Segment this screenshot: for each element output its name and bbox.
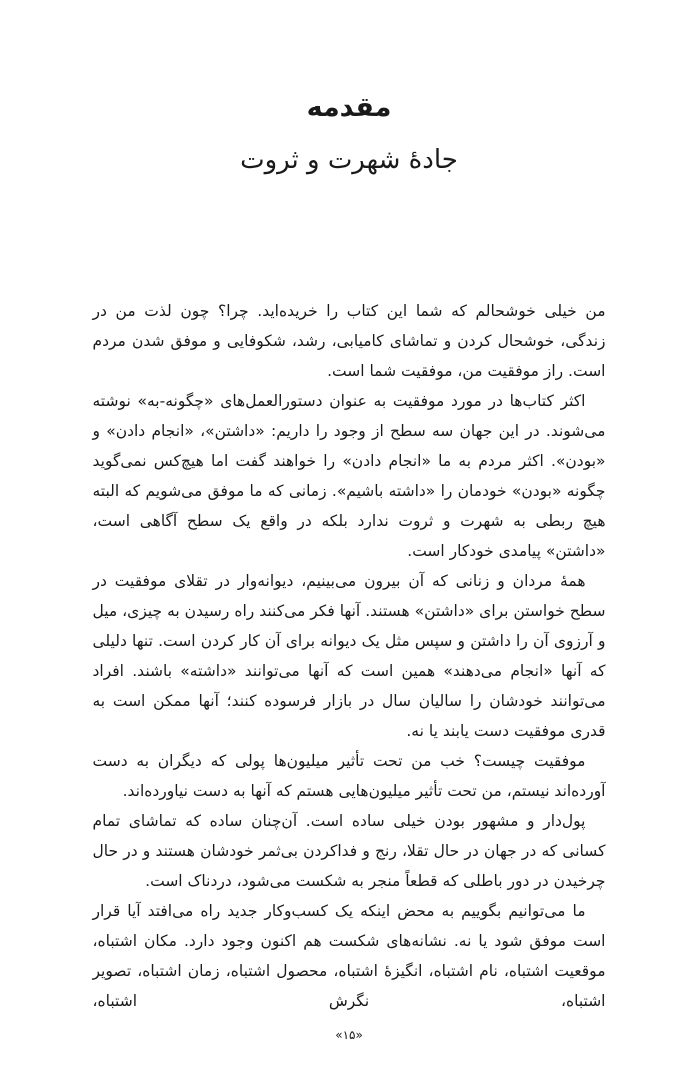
paragraph-3: همهٔ مردان و زنانی که آن بیرون می‌بینیم، دیوانه‌وار در تقلای موفقیت در سطح خواستن برای «داشتن» هستند. آنها فکر می‌کنند راه رسیدن به چیزی، میل و آرزوی آن را داشتن و سپس مثل یک دیوانه برای آن کار کردن است. تنها دلیلی که آنها «انجام می‌دهند» همین است که آنها می‌توانند «داشته» باشند. افراد می‌توانند خودشان را سالیان سال در بازار فرسوده کنند؛ آنها ممکن است به قدری موفقیت دست یابند یا نه.	[92, 572, 606, 740]
page-number: «۱۵»	[335, 1028, 363, 1042]
body-text	[93, 296, 606, 1016]
paragraph-1: من خیلی خوشحالم که شما این کتاب را خریده‌اید. چرا؟ چون لذت من در زندگی، خوشحال کردن و تماشای کامیابی، رشد، شکوفایی و موفق شدن مردم است. راز موفقیت من، موفقیت شما است.	[92, 302, 606, 380]
paragraph-4: موفقیت چیست؟ خب من تحت تأثیر میلیون‌ها پولی که دیگران به دست آورده‌اند نیستم، من تحت تأثیر میلیون‌هایی هستم که آنها به دست نیاورده‌اند.	[92, 752, 606, 800]
chapter-label: مقدمه	[306, 92, 392, 123]
chapter-title: جادهٔ شهرت و ثروت	[240, 145, 458, 175]
paragraph-2: اکثر کتاب‌ها در مورد موفقیت به عنوان دستورالعمل‌های «چگونه-به» نوشته می‌شوند. در این جهان سه سطح از وجود را داریم: «داشتن»، «انجام دادن» و «بودن». اکثر مردم به ما «انجام دادن» را خواهند گفت اما هیچ‌کس نمی‌گوید چگونه «بودن» خودمان را «داشته باشیم». زمانی که ما موفق می‌شویم که البته هیچ ربطی به شهرت و ثروت ندارد بلکه در واقع یک سطح آگاهی است، «داشتن» پیامدی خودکار است.	[92, 392, 606, 560]
paragraph-5: پول‌دار و مشهور بودن خیلی ساده است. آن‌چنان ساده که تماشای تمام کسانی که در جهان در حال تقلا، رنج و فداکردن بی‌ثمر خودشان هستند و در حال چرخیدن در دور باطلی که قطعاً منجر به شکست می‌شود، دردناک است.	[92, 812, 606, 890]
paragraph-6: ما می‌توانیم بگوییم به محض اینکه یک کسب‌وکار جدید راه می‌افتد آیا قرار است موفق شود یا نه. نشانه‌های شکست هم اکنون وجود دارد. مکان اشتباه، موقعیت اشتباه، نام اشتباه، انگیزهٔ اشتباه، محصول اشتباه، زمان اشتباه، تصویر اشتباه، نگرش اشتباه،	[92, 902, 606, 1010]
